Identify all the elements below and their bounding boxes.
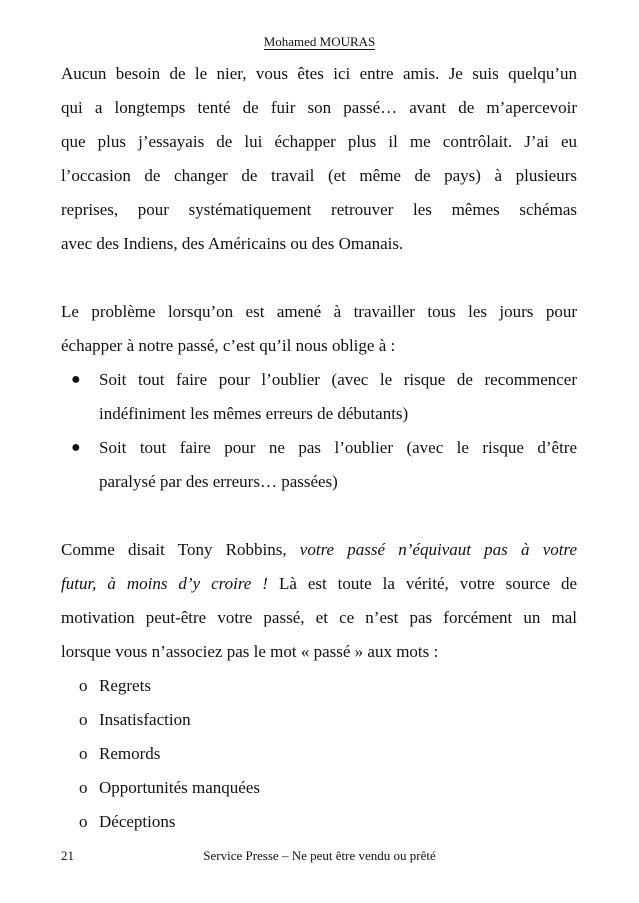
text-line: l’occasion de changer de travail (et même de pays) à plusieurs xyxy=(61,166,577,185)
text-plain: Là est toute la vérité, votre source de xyxy=(278,574,578,593)
bullet-item-continuation xyxy=(61,465,577,499)
text-line xyxy=(61,533,577,567)
quote-italic: futur, à moins d’y croire ! xyxy=(61,574,268,593)
text-line: lorsque vous n’associez pas le mot « passé » aux mots : xyxy=(61,642,439,661)
text-plain: Comme disait Tony Robbins, xyxy=(61,540,287,559)
text-line: motivation peut-être votre passé, et ce n’est pas forcément un mal xyxy=(61,608,577,627)
bullet-item xyxy=(61,431,577,465)
page-number: 21 xyxy=(61,848,74,863)
footer-notice: Service Presse – Ne peut être vendu ou prêté xyxy=(203,848,436,863)
list-item-text: Opportunités manquées xyxy=(99,778,260,797)
bullet-text: indéfiniment les mêmes erreurs de débutants) xyxy=(99,404,409,423)
list-item xyxy=(61,703,577,737)
bullet-text: paralysé par des erreurs… passées) xyxy=(99,472,338,491)
text-line: échapper à notre passé, c’est qu’il nous oblige à : xyxy=(61,336,396,355)
bullet-text: Soit tout faire pour l’oublier (avec le risque de recommencer xyxy=(99,370,577,389)
text-line: que plus j’essayais de lui échapper plus il me contrôlait. J’ai eu xyxy=(61,132,577,151)
list-item-text: Remords xyxy=(99,744,161,763)
bullet-icon: ● xyxy=(71,439,81,456)
list-item xyxy=(61,805,577,839)
circle-bullet-icon: o xyxy=(79,812,88,831)
bullet-item xyxy=(61,363,577,397)
page-body xyxy=(61,57,577,839)
text-line xyxy=(61,567,577,601)
circle-bullet-icon: o xyxy=(79,710,88,729)
list-item-text: Insatisfaction xyxy=(99,710,191,729)
bullet-text: Soit tout faire pour ne pas l’oublier (avec le risque d’être xyxy=(99,438,577,457)
list-item xyxy=(61,737,577,771)
text-line: reprises, pour systématiquement retrouver les mêmes schémas xyxy=(61,200,577,219)
bullet-icon: ● xyxy=(71,371,81,388)
list-item-text: Regrets xyxy=(99,676,151,695)
circle-bullet-icon: o xyxy=(79,778,88,797)
list-item xyxy=(61,771,577,805)
page-header xyxy=(0,34,639,50)
bullet-item-continuation xyxy=(61,397,577,431)
text-line: avec des Indiens, des Américains ou des Omanais. xyxy=(61,234,404,253)
quote-italic: votre passé n’équivaut pas à votre xyxy=(299,540,577,559)
author-name: Mohamed MOURAS xyxy=(263,34,376,49)
text-line: Aucun besoin de le nier, vous êtes ici entre amis. Je suis quelqu’un xyxy=(61,64,577,83)
circle-bullet-icon: o xyxy=(79,744,88,763)
text-line: Le problème lorsqu’on est amené à travailler tous les jours pour xyxy=(61,302,577,321)
list-item xyxy=(61,669,577,703)
circle-bullet-icon: o xyxy=(79,676,88,695)
text-line: qui a longtemps tenté de fuir son passé… avant de m’apercevoir xyxy=(61,98,577,117)
list-item-text: Déceptions xyxy=(99,812,176,831)
